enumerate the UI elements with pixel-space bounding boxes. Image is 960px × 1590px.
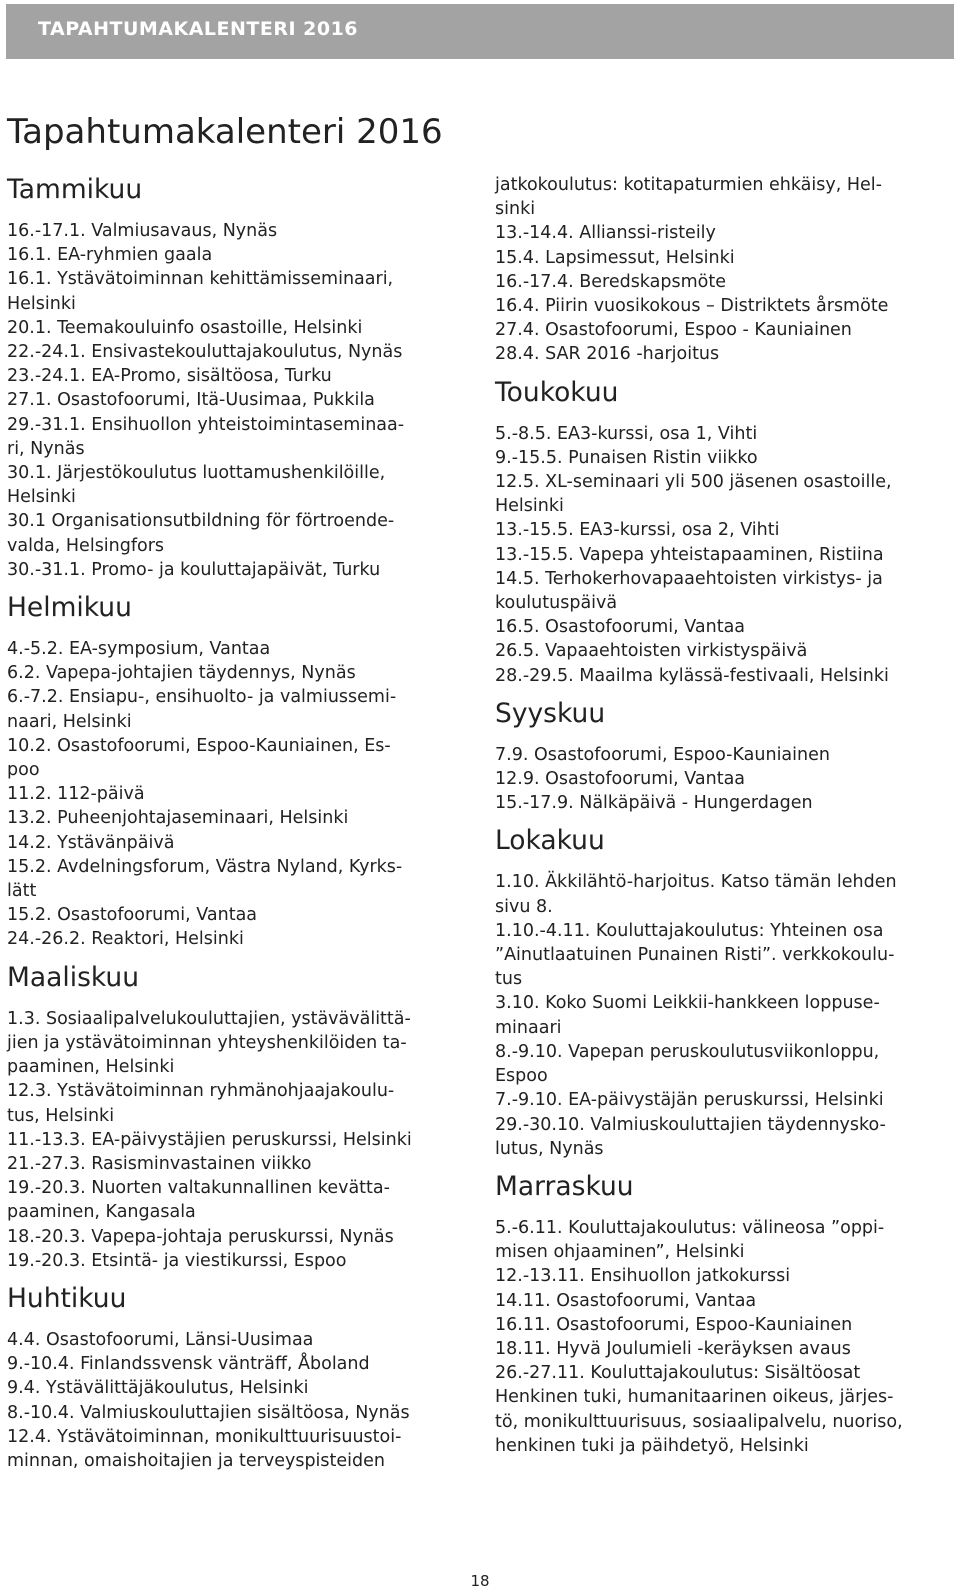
left-column [7,170,467,1473]
event-line: 11.2. 112-päivä [7,784,145,805]
event-line: 16.-17.4. Beredskapsmöte [495,271,726,292]
event-line: 16.11. Osastofoorumi, Espoo-Kauniainen [495,1314,853,1335]
event-line: 18.-20.3. Vapepa-johtaja peruskurssi, Nynäs [7,1226,394,1247]
event-line: 30.1. Järjestökoulutus luottamushenkilöille, [7,463,386,484]
event-line: 23.-24.1. EA-Promo, sisältöosa, Turku [7,366,332,387]
month-heading: Syyskuu [495,697,606,729]
event-line: 9.-10.4. Finlandssvensk vänträff, Åboland [7,1354,370,1375]
event-line: 16.1. Ystävätoiminnan kehittämisseminaari, [7,269,394,290]
event-line: 1.10.-4.11. Kouluttajakoulutus: Yhteinen osa [495,920,884,941]
event-line: 4.-5.2. EA-symposium, Vantaa [7,639,271,660]
event-line: Helsinki [7,487,76,508]
event-line: 28.4. SAR 2016 -harjoitus [495,344,720,365]
event-list [495,870,955,1160]
event-line: sinki [495,199,536,220]
event-line: 13.-15.5. EA3-kurssi, osa 2, Vihti [495,520,780,541]
event-line: 16.1. EA-ryhmien gaala [7,245,213,266]
event-line: 15.-17.9. Nälkäpäivä - Hungerdagen [495,793,813,814]
event-list [495,422,955,688]
event-line: koulutuspäivä [495,593,618,614]
event-line: tus [495,969,523,990]
event-line: jien ja ystävätoiminnan yhteyshenkilöiden ta- [7,1032,407,1053]
event-line: 12.5. XL-seminaari yli 500 jäsenen osastoille, [495,472,892,493]
event-line: 22.-24.1. Ensivastekouluttajakoulutus, Nynäs [7,342,403,363]
event-line: 16.5. Osastofoorumi, Vantaa [495,617,746,638]
month-section-helmikuu [7,588,467,958]
month-heading: Lokakuu [495,825,605,857]
event-line: 13.-14.4. Allianssi-risteily [495,223,716,244]
event-line: jatkokoulutus: kotitapaturmien ehkäisy, Hel- [495,175,882,195]
event-line: 18.11. Hyvä Joulumieli -keräyksen avaus [495,1338,851,1359]
event-line: 7.-9.10. EA-päivystäjän peruskurssi, Helsinki [495,1090,884,1111]
event-line: minaari [495,1017,562,1038]
event-list [495,743,955,816]
event-list [495,1216,955,1458]
event-line: sivu 8. [495,896,553,917]
event-line: 9.-15.5. Punaisen Ristin viikko [495,447,758,468]
event-line: ri, Nynäs [7,438,85,459]
event-line: minnan, omaishoitajien ja terveyspisteiden [7,1450,385,1471]
event-line: paaminen, Helsinki [7,1057,175,1078]
event-line: valda, Helsingfors [7,535,165,556]
event-line: Henkinen tuki, humanitaarinen oikeus, järjes- [495,1387,894,1408]
event-line: 11.-13.3. EA-päivystäjien peruskurssi, Helsinki [7,1129,412,1150]
event-line: tö, monikulttuurisuus, sosiaalipalvelu, nuoriso, [495,1411,903,1432]
event-line: 15.2. Avdelningsforum, Västra Nyland, Kyrks- [7,856,403,877]
event-line: paaminen, Kangasala [7,1202,196,1223]
event-line: 3.10. Koko Suomi Leikkii-hankkeen loppuse- [495,993,880,1014]
month-section-huhtikuu [7,1279,467,1473]
continuation-list [495,173,955,367]
event-line: ”Ainutlaatuinen Punainen Risti”. verkkokoulu- [495,945,895,966]
event-line: 20.1. Teemakouluinfo osastoille, Helsinki [7,317,363,338]
event-line: 8.-10.4. Valmiuskouluttajien sisältöosa, Nynäs [7,1402,410,1423]
event-line: 26.5. Vapaaehtoisten virkistyspäivä [495,641,808,662]
event-line: 19.-20.3. Etsintä- ja viestikurssi, Espoo [7,1250,347,1271]
right-column [495,173,955,1458]
event-line: poo [7,760,40,781]
month-section-lokakuu [495,821,955,1166]
event-line: 27.1. Osastofoorumi, Itä-Uusimaa, Pukkila [7,390,375,411]
event-line: lätt [7,881,37,902]
event-list [7,219,467,582]
event-line: 12.4. Ystävätoiminnan, monikulttuurisuustoi- [7,1426,402,1447]
month-section-toukokuu [495,373,955,694]
event-line: tus, Helsinki [7,1105,115,1126]
event-line: 15.4. Lapsimessut, Helsinki [495,247,735,268]
event-line: 14.11. Osastofoorumi, Vantaa [495,1290,757,1311]
header-title: TAPAHTUMAKALENTERI 2016 [38,18,359,40]
month-heading: Tammikuu [7,174,143,205]
event-line: lutus, Nynäs [495,1138,604,1159]
event-line: 28.-29.5. Maailma kylässä-festivaali, Helsinki [495,665,889,686]
event-line: 16.4. Piirin vuosikokous – Distriktets årsmöte [495,296,889,317]
event-line: 30.-31.1. Promo- ja kouluttajapäivät, Turku [7,559,381,580]
event-line: 12.3. Ystävätoiminnan ryhmänohjaajakoulu- [7,1081,395,1102]
event-line: 19.-20.3. Nuorten valtakunnallinen kevätta- [7,1178,390,1199]
event-line: misen ohjaaminen”, Helsinki [495,1242,745,1263]
event-line: 5.-6.11. Kouluttajakoulutus: välineosa ”oppi- [495,1217,885,1238]
event-line: 8.-9.10. Vapepan peruskoulutusviikonloppu, [495,1041,880,1062]
month-section-marraskuu [495,1167,955,1458]
event-line: Helsinki [7,293,76,314]
event-line: 5.-8.5. EA3-kurssi, osa 1, Vihti [495,423,758,444]
event-line: 16.-17.1. Valmiusavaus, Nynäs [7,221,278,241]
event-list [7,637,467,952]
event-line: 10.2. Osastofoorumi, Espoo-Kauniainen, Es- [7,735,391,756]
event-line: 1.3. Sosiaalipalvelukouluttajien, ystävävälittä- [7,1008,411,1029]
event-line: henkinen tuki ja päihdetyö, Helsinki [495,1435,809,1456]
event-line: 14.2. Ystävänpäivä [7,832,175,853]
event-line: 13.-15.5. Vapepa yhteistapaaminen, Ristiina [495,544,884,565]
event-line: 1.10. Äkkilähtö-harjoitus. Katso tämän lehden [495,872,897,893]
event-line: 6.-7.2. Ensiapu-, ensihuolto- ja valmiussemi- [7,687,397,708]
month-heading: Maaliskuu [7,961,139,993]
month-heading: Marraskuu [495,1170,634,1202]
event-line: naari, Helsinki [7,711,132,732]
event-line: 6.2. Vapepa-johtajien täydennys, Nynäs [7,663,356,684]
page-title: Tapahtumakalenteri 2016 [7,112,443,152]
event-line: 12.-13.11. Ensihuollon jatkokurssi [495,1266,791,1287]
event-line: 24.-26.2. Reaktori, Helsinki [7,929,244,950]
event-line: 30.1 Organisationsutbildning för förtroende- [7,511,395,532]
event-line: 29.-31.1. Ensihuollon yhteistoimintaseminaa- [7,414,405,435]
event-line: 26.-27.11. Kouluttajakoulutus: Sisältöosat [495,1363,861,1384]
month-section-tammikuu [7,170,467,588]
event-line: 13.2. Puheenjohtajaseminaari, Helsinki [7,808,349,829]
event-line: 7.9. Osastofoorumi, Espoo-Kauniainen [495,744,830,765]
month-heading: Helmikuu [7,592,132,624]
event-line: 29.-30.10. Valmiuskouluttajien täydennysko- [495,1114,886,1135]
header-bar [6,4,954,59]
month-section-maaliskuu [7,958,467,1279]
month-section-syyskuu [495,694,955,822]
event-list [7,1328,467,1473]
page-number: 18 [470,1572,490,1590]
event-line: Espoo [495,1066,548,1087]
event-line: 12.9. Osastofoorumi, Vantaa [495,769,746,790]
event-line: 9.4. Ystävälittäjäkoulutus, Helsinki [7,1378,309,1399]
event-line: 27.4. Osastofoorumi, Espoo - Kauniainen [495,320,852,341]
event-list [7,1007,467,1273]
month-heading: Huhtikuu [7,1282,127,1314]
event-line: 21.-27.3. Rasisminvastainen viikko [7,1153,312,1174]
event-line: 4.4. Osastofoorumi, Länsi-Uusimaa [7,1329,314,1350]
event-line: 14.5. Terhokerhovapaaehtoisten virkistys- ja [495,568,883,589]
month-heading: Toukokuu [495,376,619,408]
event-line: 15.2. Osastofoorumi, Vantaa [7,905,258,926]
event-line: Helsinki [495,496,564,517]
